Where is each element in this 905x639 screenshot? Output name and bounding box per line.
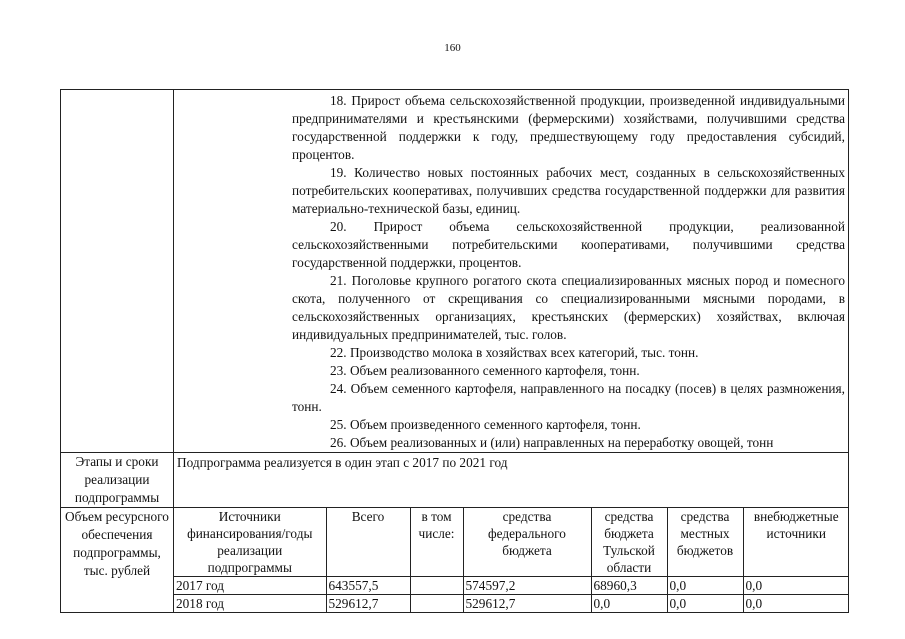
total-cell: 643557,5 [326, 577, 410, 595]
header-regional: средства бюджета Тульской области [591, 508, 667, 577]
resources-cell [174, 508, 849, 613]
indicator-item: 20. Прирост объема сельскохозяйственной продукции, реализованной сельскохозяйственными потребительскими кооперативами, получившими средства государственной поддержки, процентов. [292, 219, 845, 270]
extrabudget-cell: 0,0 [743, 577, 849, 595]
financing-header-row [174, 508, 849, 577]
stages-row [61, 453, 849, 508]
indicator-item: 24. Объем семенного картофеля, направленного на посадку (посев) в целях размножения, тонн. [292, 381, 845, 414]
indicators-label-cell [61, 90, 174, 453]
header-extrabudget: внебюджетные источники [743, 508, 849, 577]
indicator-item: 18. Прирост объема сельскохозяйственной продукции, произведенной индивидуальными предпринимателями и крестьянскими (фермерскими) хозяйствами, получившими средства государственной поддержки к году, предшествующему году предоставления субсидий, процентов. [292, 93, 845, 162]
indicator-item: 26. Объем реализованных и (или) направленных на переработку овощей, тонн [330, 435, 774, 450]
header-including: в том числе: [410, 508, 463, 577]
stages-label: Этапы и сроки реализации подпрограммы [61, 453, 174, 508]
indicator-item: 19. Количество новых постоянных рабочих мест, созданных в сельскохозяйственных потребительских кооперативах, получивших средства государственной поддержки для развития материально-технической базы, единиц. [292, 165, 845, 216]
local-cell: 0,0 [667, 595, 743, 613]
header-total: Всего [326, 508, 410, 577]
indicator-item: 23. Объем реализованного семенного картофеля, тонн. [330, 363, 640, 378]
page-number: 160 [444, 42, 461, 54]
header-sources: Источники финансирования/годы реализации подпрограммы [174, 508, 326, 577]
resources-label: Объем ресурсного обеспечения подпрограммы, тыс. рублей [61, 508, 174, 613]
federal-cell: 574597,2 [463, 577, 591, 595]
year-cell: 2017 год [174, 577, 326, 595]
header-federal: средства федерального бюджета [463, 508, 591, 577]
local-cell: 0,0 [667, 577, 743, 595]
indicator-item: 21. Поголовье крупного рогатого скота специализированных мясных пород и помесного скота, полученного от скрещивания со специализированными мясными породами, в сельскохозяйственных организациях, крестьянских (фермерских) хозяйствах, включая индивидуальных предпринимателей, тыс. голов. [292, 273, 845, 342]
table-row [174, 595, 849, 613]
financing-table [174, 508, 849, 612]
indicator-item: 25. Объем произведенного семенного картофеля, тонн. [330, 417, 641, 432]
including-cell [410, 595, 463, 613]
indicators-cell [174, 90, 849, 453]
indicator-item: 22. Производство молока в хозяйствах всех категорий, тыс. тонн. [330, 345, 699, 360]
header-local: средства местных бюджетов [667, 508, 743, 577]
regional-cell: 68960,3 [591, 577, 667, 595]
extrabudget-cell: 0,0 [743, 595, 849, 613]
stages-text: Подпрограмма реализуется в один этап с 2017 по 2021 год [174, 453, 849, 508]
federal-cell: 529612,7 [463, 595, 591, 613]
year-cell: 2018 год [174, 595, 326, 613]
including-cell [410, 577, 463, 595]
table-row [174, 577, 849, 595]
total-cell: 529612,7 [326, 595, 410, 613]
resources-row [61, 508, 849, 613]
regional-cell: 0,0 [591, 595, 667, 613]
passport-table [60, 89, 849, 613]
indicators-row [61, 90, 849, 453]
